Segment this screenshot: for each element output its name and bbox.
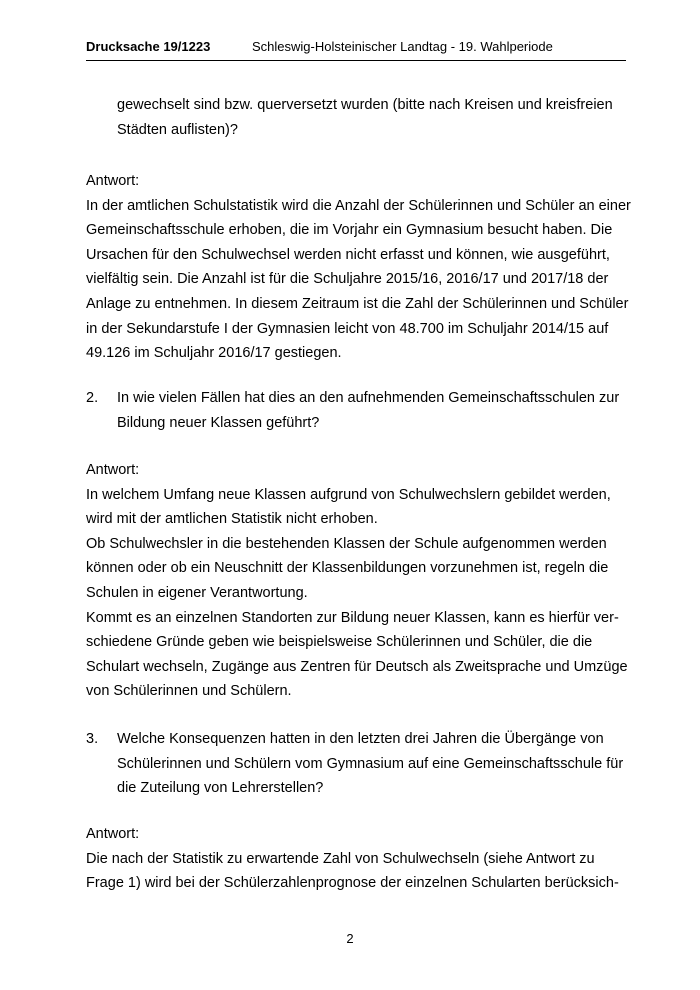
answer-label: Antwort: [86,462,140,478]
answer2-line: Schulen in eigener Verantwortung. [86,584,308,601]
document-number: Drucksache 19/1223 [86,39,211,54]
question1-continuation [117,93,626,142]
answer2-line: Kommt es an einzelnen Standorten zur Bildung neuer Klassen, kann es hierfür ver- [86,609,619,626]
answer1-line: in der Sekundarstufe I der Gymnasien leicht von 48.700 im Schuljahr 2014/15 auf [86,320,609,337]
question3 [86,727,626,802]
answer2-line: wird mit der amtlichen Statistik nicht erhoben. [86,511,378,528]
answer1-line: In der amtlichen Schulstatistik wird die Anzahl der Schülerinnen und Schüler an einer [86,197,631,214]
question3-line: Schülerinnen und Schülern vom Gymnasium auf eine Gemeinschaftsschule für [117,755,624,772]
answer1-line: vielfältig sein. Die Anzahl ist für die Schuljahre 2015/16, 2016/17 und 2017/18 der [86,271,609,288]
answer1-line: Gemeinschaftsschule erhoben, die im Vorjahr ein Gymnasium besucht haben. Die [86,222,613,239]
question3-line: Welche Konsequenzen hatten in den letzten drei Jahren die Übergänge von [117,731,604,747]
answer2-line: können oder ob ein Neuschnitt der Klassenbildungen vorzunehmen ist, regeln die [86,560,609,577]
answer-label: Antwort: [86,826,140,842]
question2-text [117,386,626,435]
page-number: 2 [346,931,354,946]
question1-line: gewechselt sind bzw. querversetzt wurden (bitte nach Kreisen und kreisfreien [117,97,613,113]
answer2-line: schiedene Gründe geben wie beispielsweise Schülerinnen und Schüler, die die [86,634,593,651]
page-header [86,38,626,61]
question-number: 2. [86,390,99,406]
answer3-line: Frage 1) wird bei der Schülerzahlenprognose der einzelnen Schularten berücksich- [86,875,619,892]
answer2-line: Schulart wechseln, Zugänge aus Zentren für Deutsch als Zweitsprache und Umzüge [86,658,628,675]
question3-line: die Zuteilung von Lehrerstellen? [117,780,324,797]
answer1-line: Ursachen für den Schulwechsel werden nicht erfasst und können, wie ausgeführt, [86,246,610,263]
answer2 [86,458,626,704]
question1-line: Städten auflisten)? [117,121,238,138]
answer-label: Antwort: [86,173,140,189]
question2 [86,386,626,436]
answer3-line: Die nach der Statistik zu erwartende Zahl von Schulwechseln (siehe Antwort zu [86,850,595,867]
answer2-line: von Schülerinnen und Schülern. [86,683,292,700]
answer2-line: Ob Schulwechsler in die bestehenden Klassen der Schule aufgenommen werden [86,535,607,552]
question2-line: In wie vielen Fällen hat dies an den aufnehmenden Gemeinschaftsschulen zur [117,390,620,406]
answer1 [86,169,631,366]
question3-text [117,727,626,801]
question2-line: Bildung neuer Klassen geführt? [117,414,320,431]
answer2-line: In welchem Umfang neue Klassen aufgrund von Schulwechslern gebildet werden, [86,486,611,503]
question-number: 3. [86,731,99,747]
parliament-title: Schleswig-Holsteinischer Landtag - 19. Wahlperiode [252,39,553,54]
answer3 [86,822,626,896]
answer1-line: 49.126 im Schuljahr 2016/17 gestiegen. [86,345,342,362]
answer1-line: Anlage zu entnehmen. In diesem Zeitraum ist die Zahl der Schülerinnen und Schüler [86,295,629,312]
